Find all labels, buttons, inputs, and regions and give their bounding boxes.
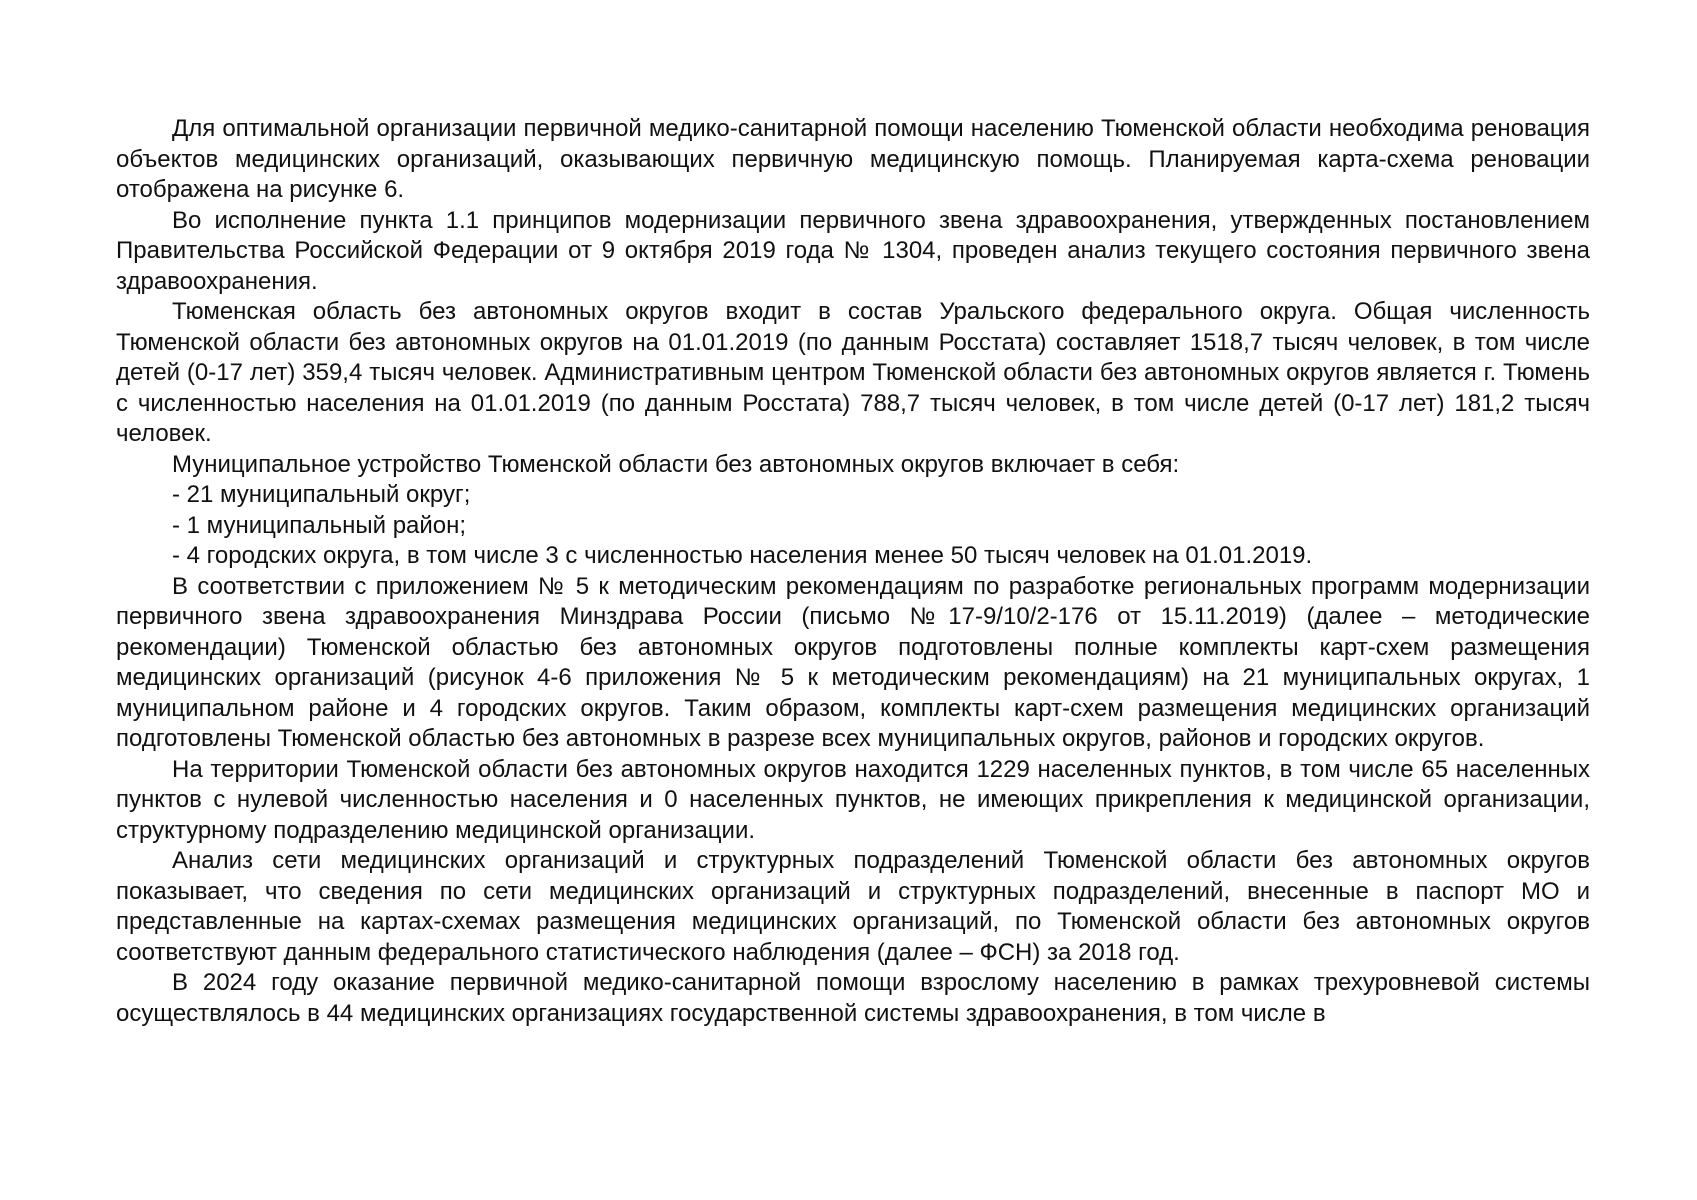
list-item: - 4 городских округа, в том числе 3 с численностью населения менее 50 тысяч человек на 01.01.2019. — [172, 542, 1313, 569]
paragraph-methodical-recommendations: В соответствии с приложением № 5 к методическим рекомендациям по разработке региональных программ модернизации первичного звена здравоохранения Минздрава России (письмо №17-9/10/2-176 от 15.11.2019) (далее – методические рекомендации) Тюменской областью без автономных округов подготовлены полные комплекты карт-схем размещения медицинских организаций (рисунок 4-6 приложения № 5 к методическим рекомендациям) на 21 муниципальных округах, 1 муниципальном районе и 4 городских округов. Таким образом, комплекты карт-схем размещения медицинских организаций подготовлены Тюменской областью без автономных в разрезе всех муниципальных округов, районов и городских округов. — [116, 572, 1590, 752]
paragraph-analysis: Во исполнение пункта 1.1 принципов модернизации первичного звена здравоохранения, утвержденных постановлением Правительства Российской Федерации от 9 октября 2019 года № 1304, проведен анализ текущего состояния первичного звена здравоохранения. — [116, 206, 1590, 295]
paragraph-three-level-system: В 2024 году оказание первичной медико-санитарной помощи взрослому населению в рамках трехуровневой системы осуществлялось в 44 медицинских организациях государственной системы здравоохранения, в том числе в — [116, 969, 1590, 1027]
paragraph-municipal-structure: Муниципальное устройство Тюменской области без автономных округов включает в себя: — [172, 450, 1180, 478]
paragraph-renovation: Для оптимальной организации первичной медико-санитарной помощи населению Тюменской области необходима реновация объектов медицинских организаций, оказывающих первичную медицинскую помощь. Планируемая карта-схема реновации отображена на рисунке 6. — [116, 115, 1590, 203]
list-item: - 1 муниципальный район; — [172, 511, 467, 539]
document-page — [116, 114, 1590, 1029]
paragraph-population: Тюменская область без автономных округов входит в состав Уральского федерального округа. Общая численность Тюменской области без автономных округов на 01.01.2019 (по данным Росстата) составляет 1518,7 тысяч человек, в том числе детей (0-17 лет) 359,4 тысяч человек. Административным центром Тюменской области без автономных округов является г. Тюмень с численностью населения на 01.01.2019 (по данным Росстата) 788,7 тысяч человек, в том числе детей (0-17 лет) 181,2 тысяч человек. — [116, 298, 1590, 447]
paragraph-network-analysis: Анализ сети медицинских организаций и структурных подразделений Тюменской области без автономных округов показывает, что сведения по сети медицинских организаций и структурных подразделений, внесенные в паспорт МО и представленные на картах-схемах размещения медицинских организаций, по Тюменской области без автономных округов соответствуют данным федерального статистического наблюдения (далее – ФСН) за 2018 год. — [116, 847, 1590, 966]
paragraph-settlements: На территории Тюменской области без автономных округов находится 1229 населенных пунктов, в том числе 65 населенных пунктов с нулевой численностью населения и 0 населенных пунктов, не имеющих прикрепления к медицинской организации, структурному подразделению медицинской организации. — [116, 755, 1590, 844]
list-item: - 21 муниципальный округ; — [172, 481, 471, 508]
